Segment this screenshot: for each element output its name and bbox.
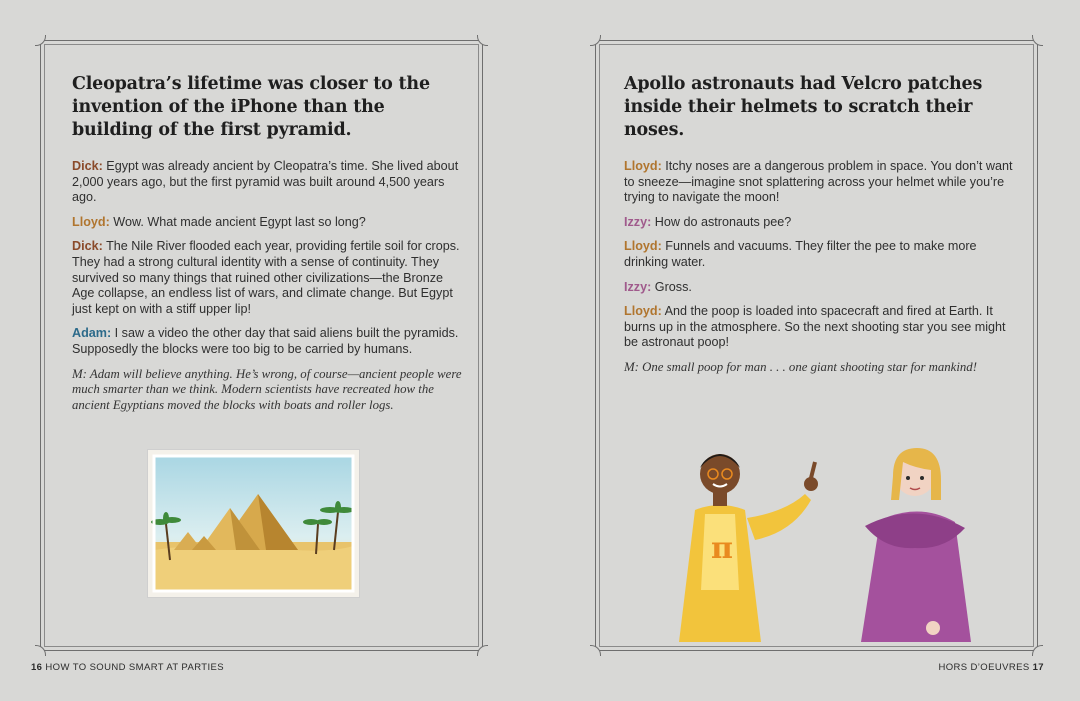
dialogue-line (624, 215, 1014, 231)
running-title-right: HORS D’OEUVRES (938, 662, 1030, 673)
dialogue-line (624, 280, 1014, 296)
speaker-dick: Dick: (72, 159, 103, 173)
speaker-lloyd: Lloyd: (624, 159, 662, 173)
speaker-lloyd: Lloyd: (624, 304, 662, 319)
dialogue-line (72, 215, 462, 231)
editor-note: M: One small poop for man . . . one giant shooting star for mankind! (624, 359, 977, 374)
dialogue-line (624, 239, 1014, 270)
speaker-lloyd: Lloyd: (72, 214, 110, 229)
dialogue-text: Itchy noses are a dangerous problem in space. You don’t want to sneeze—imagine snot splattering across your helmet while you’re trying to navigate the moon! (624, 159, 1013, 205)
speaker-lloyd: Lloyd: (624, 239, 662, 254)
speaker-izzy: Izzy: (624, 279, 652, 294)
dialogue-text: I saw a video the other day that said aliens built the pyramids. Supposedly the blocks were too big to be carried by humans. (72, 326, 459, 356)
dialogue-text: How do astronauts pee? (651, 214, 792, 229)
dialogue-line (624, 159, 1014, 206)
dialogue-line (624, 304, 1014, 351)
editor-note: M: Adam will believe anything. He’s wrong, of course—ancient people were much smarter than we think. Modern scientists have recreated how the ancient Egyptians moved the blocks with boats and roller logs. (72, 366, 462, 412)
dialogue-line (72, 239, 462, 317)
pi-symbol: π (711, 531, 733, 566)
right-headline: Apollo astronauts had Velcro patches inside their helmets to scratch their noses. (624, 74, 983, 140)
right-page-content (624, 73, 1014, 376)
izzy-figure (861, 448, 971, 642)
running-title-left: HOW TO SOUND SMART AT PARTIES (45, 662, 225, 673)
dialogue-text: And the poop is loaded into spacecraft and fired at Earth. It burns up in the atmosphere. So the next shooting star you see might be astronaut poop! (624, 304, 1006, 350)
speaker-dick: Dick: (72, 239, 103, 254)
speaker-adam: Adam: (72, 326, 112, 341)
speaker-izzy: Izzy: (624, 214, 652, 229)
right-footer (938, 662, 1044, 673)
left-page-content (72, 73, 462, 413)
left-footer (31, 662, 224, 673)
dialogue-text: Funnels and vacuums. They filter the pee to make more drinking water. (624, 239, 977, 269)
dialogue-text: Gross. (651, 279, 692, 294)
dialogue-text: Egypt was already ancient by Cleopatra’s time. She lived about 2,000 years ago, but the first pyramid was built around 4,500 years ago. (72, 159, 459, 205)
lloyd-figure (679, 454, 818, 642)
characters-illustration-icon (665, 440, 985, 642)
dialogue-line (72, 159, 462, 206)
page-number-left: 16 (31, 662, 43, 673)
page-number-right: 17 (1032, 662, 1044, 673)
left-headline: Cleopatra’s lifetime was closer to the invention of the iPhone than the building of the first pyramid. (72, 74, 430, 140)
dialogue-line (72, 326, 462, 357)
pyramids-photo-icon (148, 450, 359, 597)
dialogue-text: The Nile River flooded each year, providing fertile soil for crops. They had a strong cultural identity with a sense of continuity. They survived so many things that ruined other civilizations—the Bronze Age collapse, an endless list of wars, and climate change. But Egypt just kept on with a stiff upper lip! (72, 239, 460, 316)
dialogue-text: Wow. What made ancient Egypt last so long? (109, 214, 366, 229)
